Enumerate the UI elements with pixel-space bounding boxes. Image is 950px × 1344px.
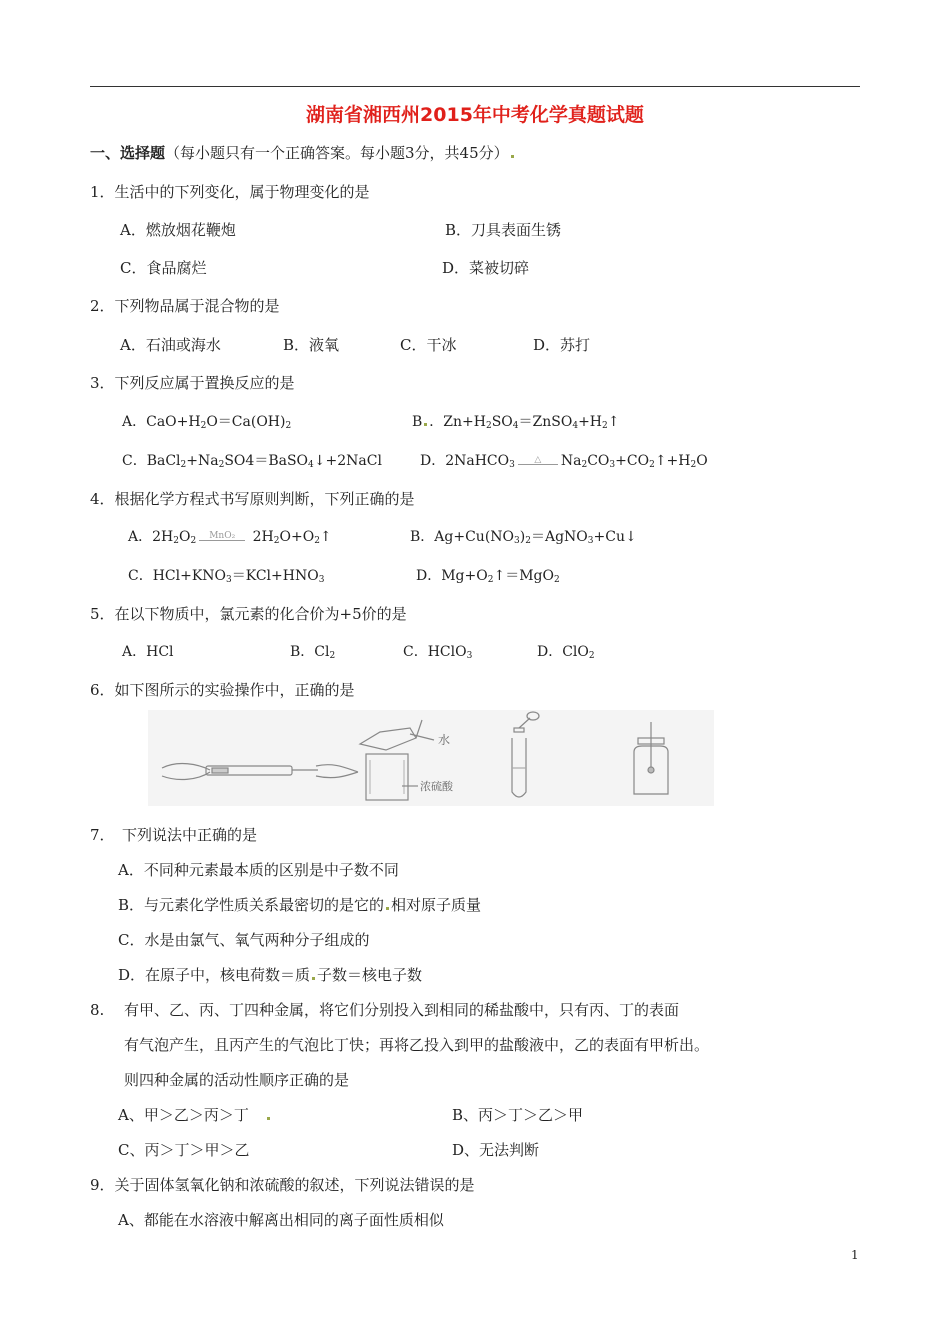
q4-option-d: D．$Mg+O_2↑=MgO_2$: [416, 568, 560, 585]
q4-option-a: A．$2H_2O_2$ MnO₂ $2H_2O+O_2↑$: [128, 529, 332, 546]
q6-stem: 6．如下图所示的实验操作中，正确的是: [90, 681, 355, 699]
q3-option-d: D．2NaHCO$_3$ △ $Na_2CO_3+CO_2↑+H_2O$: [420, 453, 708, 470]
page-title: 湖南省湘西州2015年中考化学真题试题: [306, 104, 644, 126]
test-paper-illustration: [162, 764, 358, 780]
catalyst-condition: MnO₂: [199, 532, 245, 541]
q1-option-d: D．菜被切碎: [442, 259, 530, 277]
q1-option-a: A．燃放烟花鞭炮: [120, 221, 236, 239]
q3-option-c: C．$BaCl_2+Na_2SO4=BaSO_4↓+2NaCl$: [122, 453, 382, 470]
q5-option-a: A．HCl: [122, 644, 174, 660]
q3-option-b: B ．$Zn+H_2SO_4=ZnSO_4+H_2↑$: [412, 414, 620, 431]
heating-condition: △: [518, 456, 558, 465]
section-heading: [90, 143, 516, 163]
q8-option-d: D、无法判断: [452, 1141, 540, 1159]
q8-line-3: 则四种金属的活动性顺序正确的是: [124, 1071, 350, 1089]
q7-stem: 7． 下列说法中正确的是: [90, 826, 258, 844]
lab-operations-figure: [148, 710, 714, 806]
q7-option-b: B．与元素化学性质关系最密切的是它的 相对原子质量: [118, 896, 482, 914]
q8-line-1: 有甲、乙、丙、丁四种金属，将它们分别投入到相同的稀盐酸中，只有丙、丁的表面: [124, 1001, 680, 1019]
q5-option-c: C．HClO$_3$: [403, 644, 473, 661]
q2-option-d: D．苏打: [533, 336, 591, 354]
section-note: （每小题只有一个正确答案。每小题3分，共45分）: [165, 144, 509, 162]
q2-option-c: C．干冰: [400, 336, 457, 354]
q1-stem: 1．生活中的下列变化，属于物理变化的是: [90, 183, 370, 201]
q3-stem: 3．下列反应属于置换反应的是: [90, 374, 295, 392]
svg-text:浓硫酸: 浓硫酸: [420, 780, 453, 793]
q8-line-2: 有气泡产生，且丙产生的气泡比丁快；再将乙投入到甲的盐酸液中，乙的表面有甲析出。: [124, 1036, 710, 1054]
page-number: 1: [851, 1248, 859, 1262]
gas-bottle-illustration: [634, 722, 668, 794]
q7-option-d: D．在原子中，核电荷数＝质 子数＝核电子数: [118, 966, 423, 984]
q4-stem: 4．根据化学方程式书写原则判断，下列正确的是: [90, 490, 415, 508]
q1-option-b: B．刀具表面生锈: [445, 221, 562, 239]
q5-stem: 5．在以下物质中，氯元素的化合价为+5价的是: [90, 605, 407, 623]
q2-stem: 2．下列物品属于混合物的是: [90, 297, 280, 315]
svg-text:水: 水: [438, 733, 451, 747]
q8-option-a: A、甲＞乙＞丙＞丁: [118, 1105, 272, 1125]
scan-dot: [511, 155, 514, 158]
test-tube-illustration: [512, 712, 539, 797]
q3-option-a: A．$CaO+H_2O=Ca(OH)_2$: [122, 414, 292, 431]
q9-option-a: A、都能在水溶液中解离出相同的离子面性质相似: [118, 1211, 444, 1229]
q4-option-c: C．$HCl+KNO_3=KCl+HNO_3$: [128, 568, 325, 585]
q1-option-c: C．食品腐烂: [120, 259, 207, 277]
q2-option-a: A．石油或海水: [120, 336, 221, 354]
section-label: 一、选择题: [90, 144, 166, 162]
q8-option-b: B、丙＞丁＞乙＞甲: [452, 1106, 584, 1124]
q2-option-b: B．液氧: [283, 336, 340, 354]
q8-option-c: C、丙＞丁＞甲＞乙: [118, 1141, 250, 1159]
q7-option-a: A．不同种元素最本质的区别是中子数不同: [118, 861, 399, 879]
q5-option-d: D．ClO$_2$: [537, 644, 595, 661]
header-rule: [90, 86, 860, 87]
q4-option-b: B．$Ag+Cu(NO_3)_2=AgNO_3+Cu↓$: [410, 529, 637, 546]
beaker-illustration: [360, 720, 454, 800]
q5-option-b: B．$Cl_2$: [290, 644, 336, 661]
q8-number: 8.: [90, 1001, 105, 1019]
q7-option-c: C．水是由氯气、氧气两种分子组成的: [118, 931, 370, 949]
q9-stem: 9．关于固体氢氧化钠和浓硫酸的叙述，下列说法错误的是: [90, 1176, 475, 1194]
